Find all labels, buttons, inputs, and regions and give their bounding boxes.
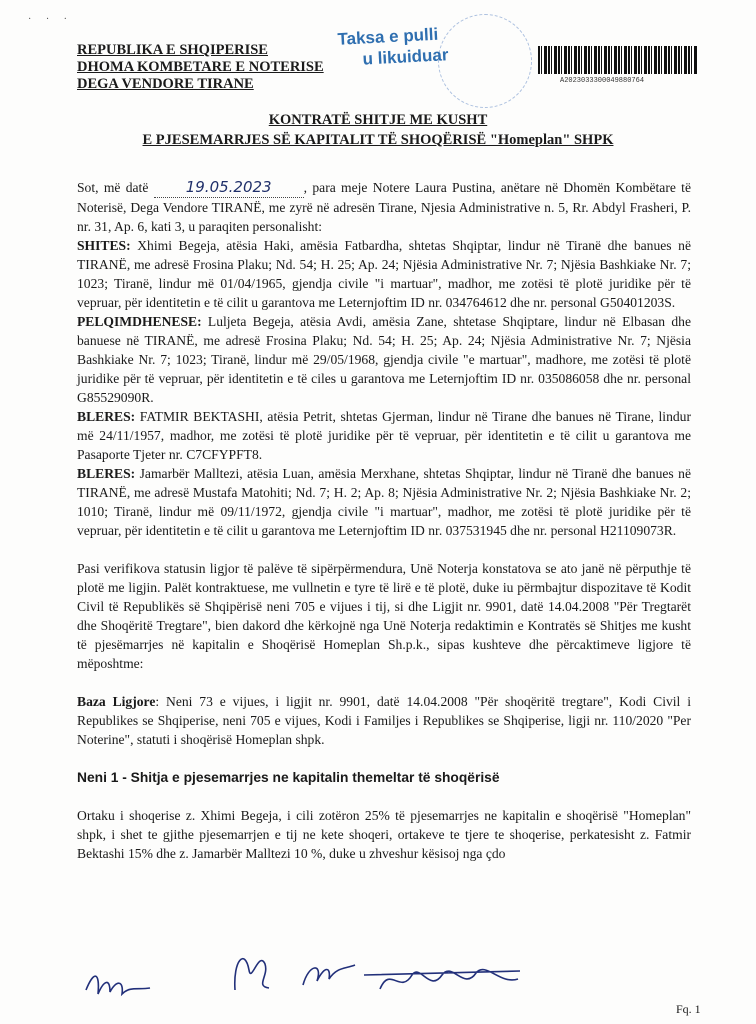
tax-stamp-line-1: Taksa e pulli (337, 24, 439, 49)
legal-basis-paragraph (77, 692, 691, 749)
tax-stamp (337, 23, 449, 71)
header-line-2: DHOMA KOMBETARE E NOTERISE (77, 59, 324, 75)
contract-title-line-2: E PJESEMARRJES SË KAPITALIT TË SHOQËRISË "Homeplan" SHPK (142, 132, 614, 148)
party-seller (77, 236, 691, 312)
tax-stamp-line-2: u likuiduar (362, 45, 449, 69)
party-buyer-2 (77, 464, 691, 540)
party-role: BLERES: (77, 466, 136, 481)
signature-2 (225, 940, 285, 1000)
signature-1 (80, 950, 160, 1010)
signature-4 (360, 945, 530, 1005)
page-number: Fq. 1 (676, 1002, 701, 1016)
party-details: Luljeta Begeja, atësia Avdi, amësia Zane, shtetase Shqiptare, lindur në Elbasan dhe banuese në TIRANË, me adresë Frosina Plaku; Nd. 54; H. 25; Ap. 24; Njësia Administrative Nr. 7; Njësia Bashkiake Nr. 7; 1023; Tiranë, lindur më 29/05/1968, gjendja civile "e martuar", madhore, me zotësi të plotë juridike për të vepruar, për identitetin e të ciles u garantova me Leternjoftim ID nr. 035086058 dhe nr. personal G85529090R. (77, 314, 691, 405)
institution-header (77, 42, 324, 93)
contract-title-line-1: KONTRATË SHITJE ME KUSHT (268, 112, 488, 128)
seal-stamp (438, 14, 532, 108)
article-1-text: Ortaku i shoqerise z. Xhimi Begeja, i cili zotëron 25% të pjesemarrjes ne kapitalin e shoqërisë "Homeplan" shpk, i shet te gjithe pjesemarrjen e tij ne kete shoqeri, ortakeve te tjere te shoqerise, perkatesisht z. Fatmir Bektashi 15% dhe z. Jamarbër Malltezi 10 %, duke u zhveshur kësisoj nga çdo (77, 808, 691, 861)
contract-body (77, 178, 691, 863)
legal-basis-text: : Neni 73 e vijues, i ligjit nr. 9901, datë 14.04.2008 "Për shoqëritë tregtare", Kodi Civil i Republikes se Shqiperise, neni 705 e vijues, Kodi i Familjes i Republikes se Shqiperise, ligji nr. 110/2020 "Per Noterine", statuti i shoqërisë Homeplan shpk. (77, 694, 691, 747)
party-details: Jamarbër Malltezi, atësia Luan, amësia Merxhane, shtetas Shqiptar, lindur në Tiranë dhe banues në TIRANË, me adresë Mustafa Matohiti; Nd. 7; H. 2; Ap. 8; Njësia Administrative Nr. 2; Njësia Bashkiake Nr. 2; 1010; Tiranë, lindur më 09/11/1972, gjendja civile "i martuar", madhor, me zotësi të plotë juridike për të vepruar, për identitetin e të cilit u garantova me Leternjoftim ID nr. 037531945 dhe nr. personal H21109073R. (77, 466, 691, 538)
party-role: PELQIMDHENESE: (77, 314, 202, 329)
party-role: SHITES: (77, 238, 131, 253)
intro-post: , para meje Notere Laura Pustina, anëtare në Dhomën Kombëtare të Noterisë, Dega Vendore TIRANË, me zyrë në adresën Tirane, Njesia Administrative n. 5, Rr. Abdyl Frasheri, P. nr. 31, Ap. 6, kati 3, u paraqiten personalisht: (77, 180, 691, 234)
intro-paragraph (77, 178, 691, 236)
header-line-1: REPUBLIKA E SHQIPERISE (77, 42, 268, 58)
header-line-3: DEGA VENDORE TIRANE (77, 76, 254, 92)
barcode (538, 46, 698, 74)
party-buyer-1 (77, 407, 691, 464)
signature-3 (295, 945, 365, 1005)
party-details: FATMIR BEKTASHI, atësia Petrit, shtetas Gjerman, lindur në Tirane dhe banues në Tirane, lindur më 24/11/1957, madhor, me zotësi të plotë juridike për të vepruar, për identitetin e të cilit u garantova me Pasaporte Tjeter nr. C7CFYPFT8. (77, 409, 691, 462)
scan-marks: · · · (28, 14, 73, 25)
barcode-number: A2023033300049880764 (560, 77, 645, 85)
article-1-heading: Neni 1 - Shitja e pjesemarrjes ne kapitalin themeltar të shoqërisë (77, 770, 500, 785)
party-consenter (77, 312, 691, 407)
handwritten-date: 19.05.2023 (154, 178, 304, 198)
legal-basis-label: Baza Ligjore (77, 694, 156, 709)
party-role: BLERES: (77, 409, 136, 424)
party-details: Xhimi Begeja, atësia Haki, amësia Fatbardha, shtetas Shqiptar, lindur në Tiranë dhe banues në TIRANË, me adresë Frosina Plaku; Nd. 54; H. 25; Ap. 24; Njësia Administrative Nr. 7; Njësia Bashkiake Nr. 7; 1023; Tiranë, lindur më 01/04/1965, gjendja civile "i martuar", madhor, me zotësi të plotë juridike për të vepruar, për identitetin e të cilit u garantova me Leternjoftim ID nr. 034764612 dhe nr. personal G50401203S. (77, 238, 691, 310)
intro-pre: Sot, më datë (77, 180, 149, 195)
verification-paragraph: Pasi verifikova statusin ligjor të palëve të sipërpërmendura, Unë Noterja konstatova se ato janë në përputhje të plotë me ligjin. Palët kontraktuese, me vullnetin e tyre të lirë e të plotë, duke iu përmbajtur dispozitave të Kodit Civil të Republikës së Shqipërisë neni 705 e vijues i tij, si dhe Ligjit nr. 9901, datë 14.04.2008 "Për Tregtarët dhe Shoqëritë Tregtare", bien dakord dhe kërkojnë nga Unë Noterja redaktimin e Kontratës së Shitjes me kusht të pjesëmarrjes në kapitalin e Shoqërisë Homeplan Sh.p.k., sipas kushteve dhe përcaktimeve ligjore të mëposhtme: (77, 561, 691, 671)
